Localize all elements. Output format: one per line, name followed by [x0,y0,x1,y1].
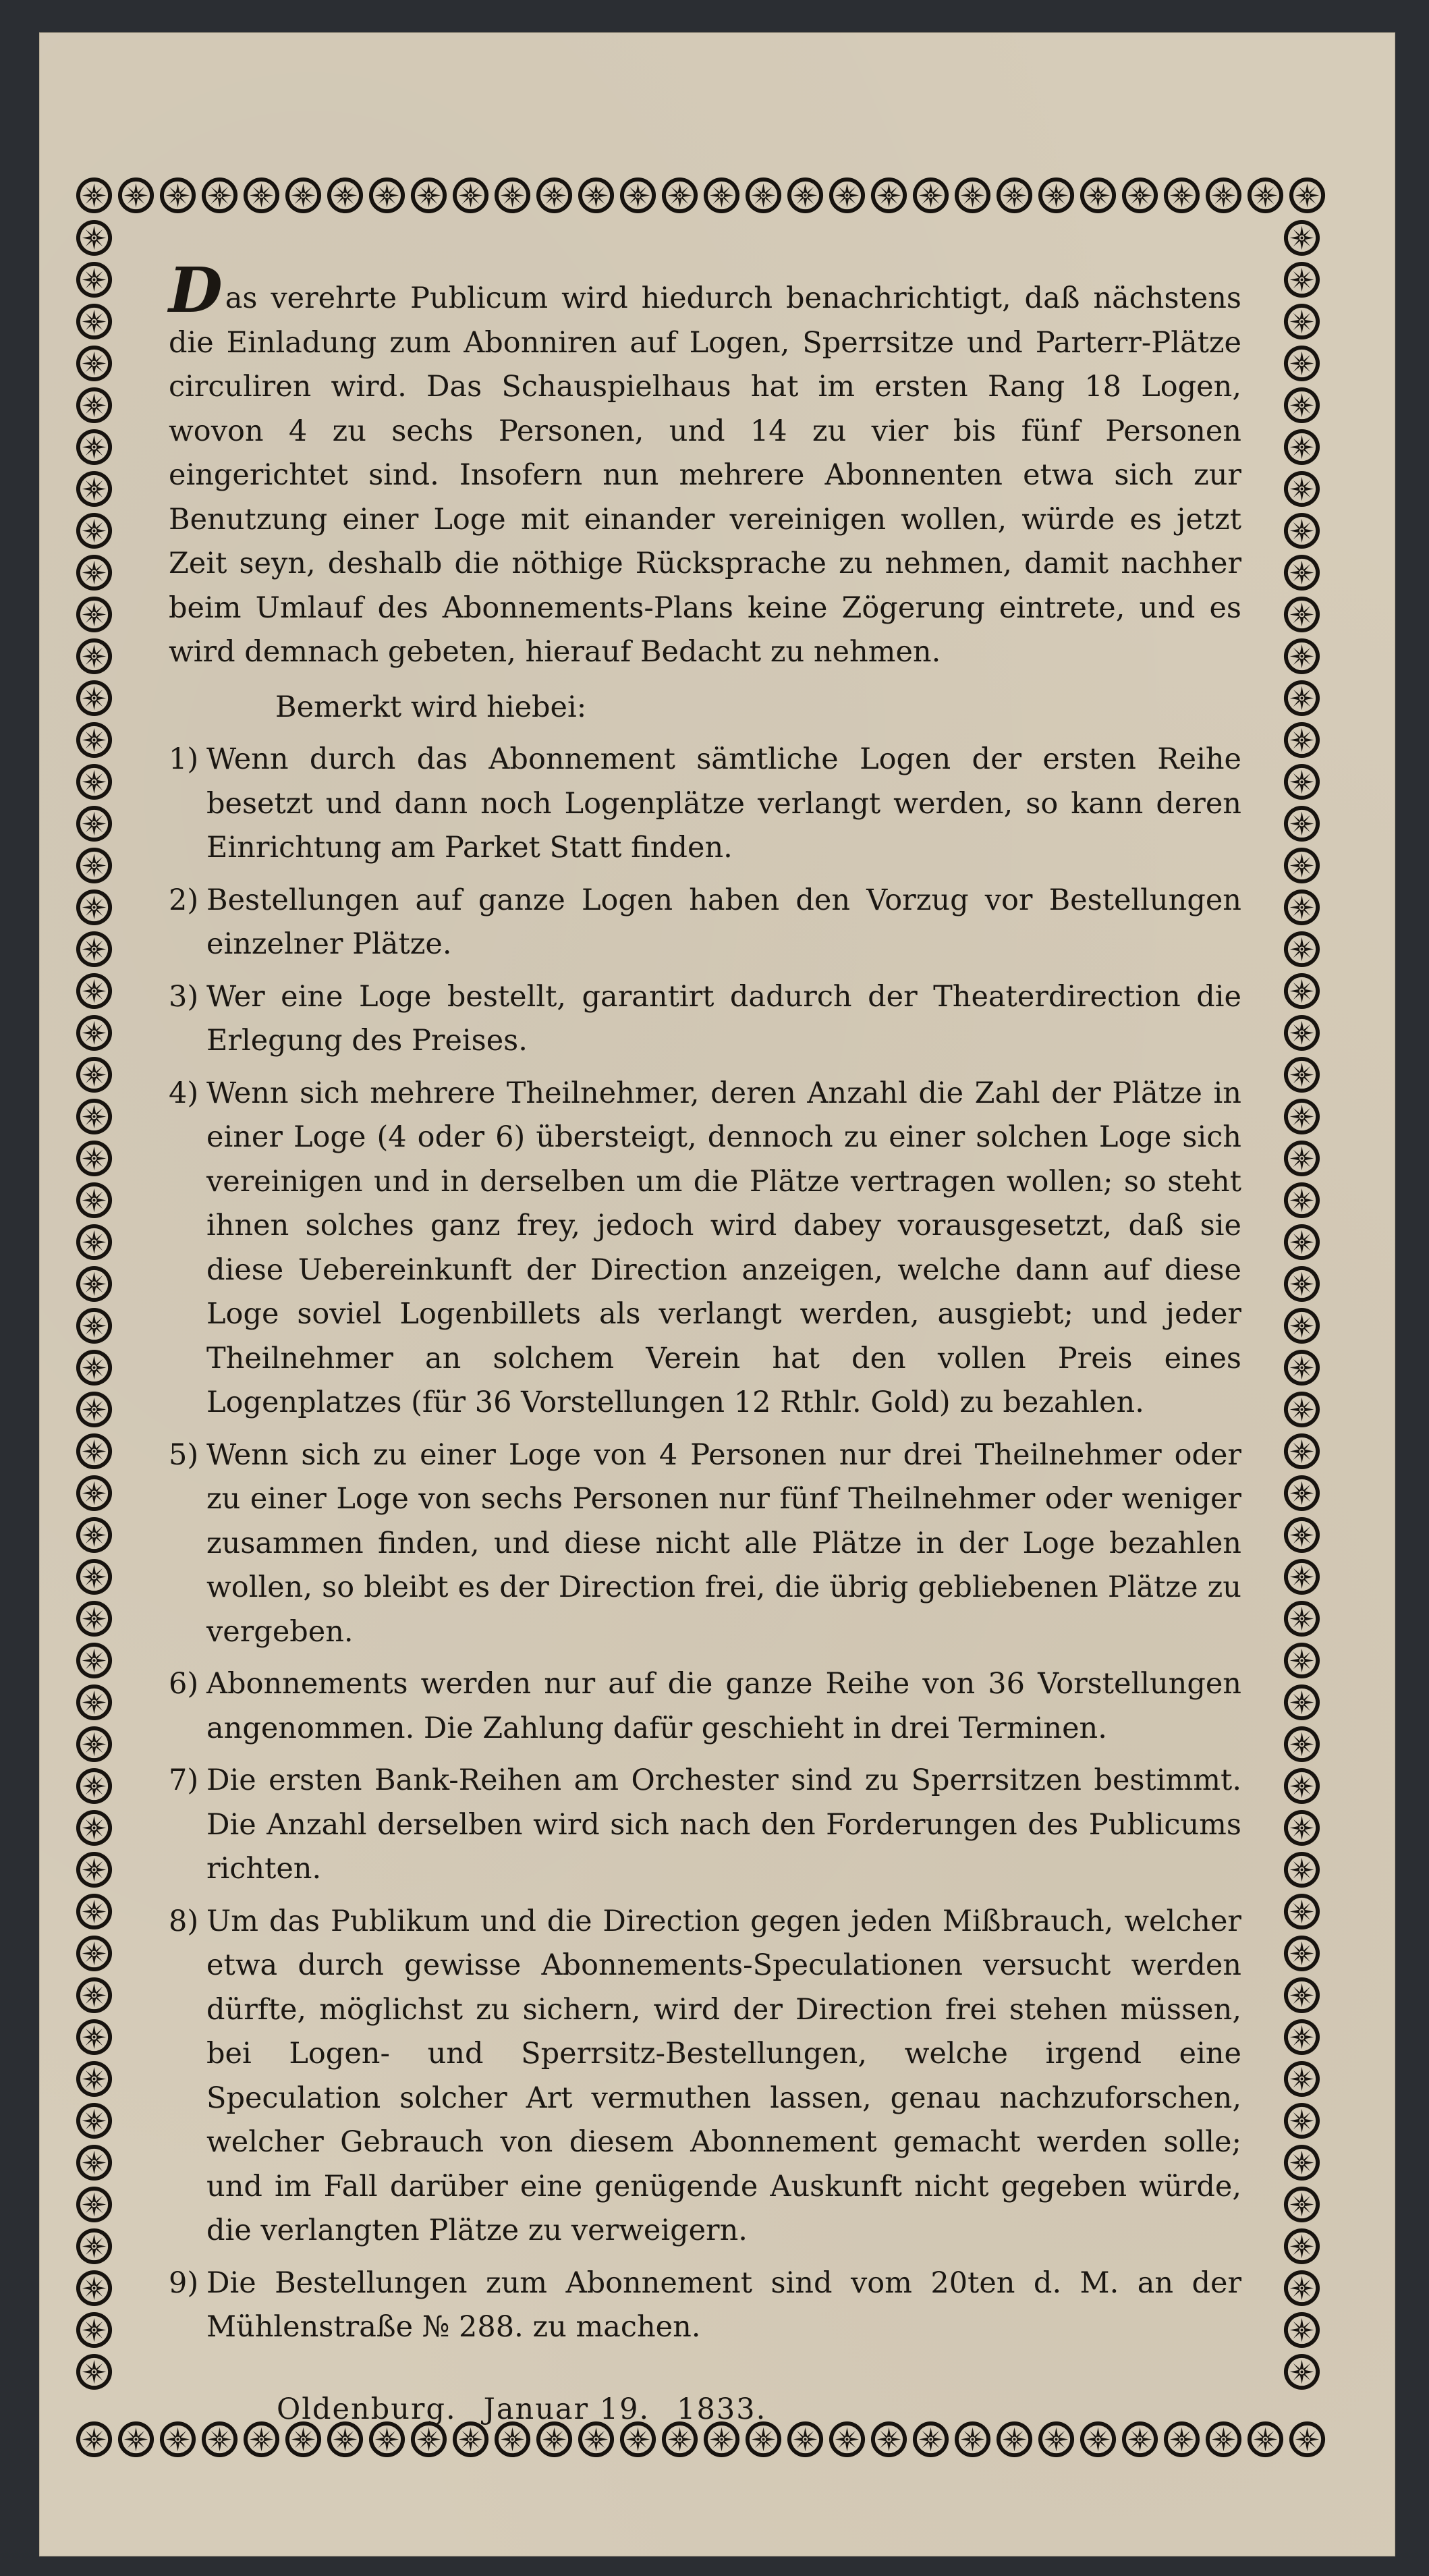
floral-rosette-icon [1120,175,1160,215]
floral-rosette-icon [1245,175,1285,215]
floral-rosette-icon [74,1180,114,1220]
floral-rosette-icon [1282,1306,1322,1346]
floral-rosette-icon [1282,2185,1322,2224]
item-number: 3) [169,979,199,1014]
floral-rosette-icon [1282,1934,1322,1973]
floral-rosette-icon [1282,1264,1322,1304]
floral-rosette-icon [74,1975,114,2015]
floral-rosette-icon [74,971,114,1011]
year: 1833. [677,2392,767,2426]
floral-rosette-icon [1287,175,1326,215]
item-text: Bestellungen auf ganze Logen haben den Vorzug vor Bestellungen einzelner Plätze. [206,883,1241,961]
floral-rosette-icon [785,175,825,215]
floral-rosette-icon [74,1850,114,1890]
floral-rosette-icon [74,469,114,509]
floral-rosette-icon [1282,427,1322,467]
floral-rosette-icon [618,175,658,215]
floral-rosette-icon [1204,175,1243,215]
item-text: Wenn durch das Abonnement sämtliche Logen der ersten Reihe besetzt und dann noch Logenplätze verlangt werden, so kann deren Einrichtung am Parket Statt finden. [206,742,1241,865]
floral-rosette-icon [1282,2226,1322,2266]
floral-rosette-icon [1078,175,1118,215]
floral-rosette-icon [1282,1055,1322,1095]
floral-rosette-icon [74,2226,114,2266]
floral-rosette-icon [1282,1599,1322,1639]
floral-rosette-icon [1282,2143,1322,2183]
list-item [169,1072,1241,1425]
floral-rosette-icon [1282,1766,1322,1806]
floral-rosette-icon [1282,2059,1322,2099]
list-item [169,1433,1241,1655]
floral-rosette-icon [1282,385,1322,425]
floral-rosette-icon [1282,1013,1322,1053]
floral-rosette-icon [1282,1097,1322,1136]
floral-rosette-icon [869,175,909,215]
floral-rosette-icon [74,636,114,676]
item-text: Wer eine Loge bestellt, garantirt dadurch der Theaterdirection die Erlegung des Preises. [206,979,1241,1058]
floral-rosette-icon [1245,2419,1285,2459]
floral-rosette-icon [74,1013,114,1053]
item-text: Wenn sich zu einer Loge von 4 Personen nur drei Theilnehmer oder zu einer Loge von sechs Personen nur fünf Theilnehmer oder weniger zusammen finden, und diese nicht alle Plätze in der Loge bezahlen wollen, so bleibt es der Direction frei, die übrig gebliebenen Plätze zu vergeben. [206,1437,1241,1649]
floral-rosette-icon [827,175,867,215]
remark-heading: Bemerkt wird hiebei: [275,690,587,724]
intro-text: as verehrte Publicum wird hiedurch benachrichtigt, daß nächstens die Einladung zum Abonniren auf Logen, Sperrsitze und Parterr-Plätze circuliren wird. Das Schauspielhaus hat im ersten Rang 18 Logen, wovon 4 zu sechs Personen, und 14 zu vier bis fünf Personen eingerichtet sind. Insofern nun mehrere Abonnenten etwa sich zur Benutzung einer Loge mit einander vereinigen wollen, würde es jetzt Zeit seyn, deshalb die nöthige Rücksprache zu nehmen, damit nachher beim Umlauf des Abonnements-Plans keine Zögerung eintrete, und es wird demnach gebeten, hierauf Bedacht zu nehmen. [169,281,1241,669]
floral-rosette-icon [74,2268,114,2308]
floral-rosette-icon [74,1641,114,1680]
floral-rosette-icon [911,175,951,215]
floral-rosette-icon [325,175,365,215]
floral-rosette-icon [74,553,114,593]
item-number: 6) [169,1667,199,1701]
right-ornament-border [1282,218,1324,2418]
floral-rosette-icon [74,2352,114,2392]
floral-rosette-icon [1282,678,1322,718]
floral-rosette-icon [1282,2310,1322,2350]
item-number: 7) [169,1763,199,1797]
floral-rosette-icon [74,1390,114,1429]
floral-rosette-icon [451,175,491,215]
item-number: 2) [169,883,199,917]
floral-rosette-icon [74,1348,114,1388]
floral-rosette-icon [1282,1348,1322,1388]
floral-rosette-icon [74,344,114,383]
floral-rosette-icon [74,385,114,425]
floral-rosette-icon [1282,1180,1322,1220]
floral-rosette-icon [74,302,114,341]
top-ornament-border [74,175,1326,217]
floral-rosette-icon [994,175,1034,215]
floral-rosette-icon [1282,302,1322,341]
floral-rosette-icon [74,1431,114,1471]
floral-rosette-icon [74,1097,114,1136]
floral-rosette-icon [74,762,114,802]
notice-body [169,254,1241,2432]
floral-rosette-icon [1287,2419,1326,2459]
floral-rosette-icon [74,846,114,885]
floral-rosette-icon [74,929,114,969]
floral-rosette-icon [702,175,741,215]
list-item [169,1662,1241,1751]
floral-rosette-icon [74,2419,114,2459]
list-item [169,738,1241,871]
floral-rosette-icon [74,1264,114,1304]
floral-rosette-icon [1282,2101,1322,2141]
floral-rosette-icon [1282,1724,1322,1764]
floral-rosette-icon [1282,1641,1322,1680]
floral-rosette-icon [74,2059,114,2099]
item-text: Die ersten Bank-Reihen am Orchester sind zu Sperrsitzen bestimmt. Die Anzahl derselben wird sich nach den Forderungen des Publicums richten. [206,1763,1241,1886]
floral-rosette-icon [1282,1682,1322,1722]
item-number: 5) [169,1437,199,1472]
floral-rosette-icon [74,804,114,844]
floral-rosette-icon [74,427,114,467]
floral-rosette-icon [74,1557,114,1597]
intro-paragraph [169,254,1241,675]
item-text: Wenn sich mehrere Theilnehmer, deren Anzahl die Zahl der Plätze in einer Loge (4 oder 6) übersteigt, dennoch zu einer solchen Loge sich vereinigen und in derselben um die Plätze vertragen wollen; so steht ihnen solches ganz frey, jedoch wird dabey vorausgesetzt, daß sie diese Uebereinkunft der Direction anzeigen, welche dann auf diese Loge soviel Logenbillets als verlangt werden, ausgiebt; und jeder Theilnehmer an solchem Verein hat den vollen Preis eines Logenplatzes (für 36 Vorstellungen 12 Rthlr. Gold) zu bezahlen. [206,1076,1241,1419]
floral-rosette-icon [1282,1892,1322,1931]
item-number: 1) [169,742,199,776]
floral-rosette-icon [116,175,156,215]
floral-rosette-icon [1282,2268,1322,2308]
floral-rosette-icon [74,2017,114,2057]
list-item [169,879,1241,967]
floral-rosette-icon [1282,929,1322,969]
floral-rosette-icon [1282,804,1322,844]
floral-rosette-icon [1282,1557,1322,1597]
floral-rosette-icon [1282,636,1322,676]
floral-rosette-icon [283,175,323,215]
floral-rosette-icon [74,1724,114,1764]
floral-rosette-icon [1282,846,1322,885]
floral-rosette-icon [74,887,114,927]
floral-rosette-icon [1282,1473,1322,1513]
floral-rosette-icon [74,2143,114,2183]
floral-rosette-icon [74,2185,114,2224]
floral-rosette-icon [1282,1850,1322,1890]
floral-rosette-icon [1282,595,1322,634]
floral-rosette-icon [74,1682,114,1722]
floral-rosette-icon [74,1766,114,1806]
floral-rosette-icon [744,175,783,215]
floral-rosette-icon [200,175,240,215]
floral-rosette-icon [74,218,114,258]
floral-rosette-icon [158,175,198,215]
floral-rosette-icon [1282,1390,1322,1429]
floral-rosette-icon [1282,720,1322,760]
list-item [169,975,1241,1064]
floral-rosette-icon [116,2419,156,2459]
item-text: Abonnements werden nur auf die ganze Reihe von 36 Vorstellungen angenommen. Die Zahlung dafür geschieht in drei Terminen. [206,1667,1241,1745]
floral-rosette-icon [409,175,449,215]
floral-rosette-icon [1282,2352,1322,2392]
floral-rosette-icon [1282,971,1322,1011]
item-text: Die Bestellungen zum Abonnement sind vom 20ten d. M. an der Mühlenstraße № 288. zu machen. [206,2266,1241,2344]
place: Oldenburg. [277,2392,457,2426]
left-ornament-border [74,218,116,2418]
floral-rosette-icon [74,260,114,300]
numbered-list [169,738,1241,2350]
floral-rosette-icon [493,175,532,215]
floral-rosette-icon [74,678,114,718]
floral-rosette-icon [74,175,114,215]
floral-rosette-icon [1282,1515,1322,1555]
floral-rosette-icon [242,175,281,215]
floral-rosette-icon [1282,762,1322,802]
item-number: 9) [169,2266,199,2300]
floral-rosette-icon [74,1599,114,1639]
floral-rosette-icon [1282,553,1322,593]
floral-rosette-icon [1282,218,1322,258]
floral-rosette-icon [1282,887,1322,927]
floral-rosette-icon [1282,511,1322,551]
date: Januar 19. [483,2392,650,2426]
floral-rosette-icon [74,2310,114,2350]
floral-rosette-icon [74,720,114,760]
floral-rosette-icon [74,1934,114,1973]
floral-rosette-icon [1282,1975,1322,2015]
floral-rosette-icon [74,511,114,551]
list-item [169,2262,1241,2350]
floral-rosette-icon [1036,175,1076,215]
floral-rosette-icon [660,175,700,215]
floral-rosette-icon [74,1473,114,1513]
floral-rosette-icon [74,1808,114,1848]
item-number: 8) [169,1904,199,1938]
floral-rosette-icon [74,1055,114,1095]
floral-rosette-icon [1282,1431,1322,1471]
floral-rosette-icon [74,1306,114,1346]
floral-rosette-icon [1282,344,1322,383]
floral-rosette-icon [1282,1139,1322,1178]
floral-rosette-icon [74,1515,114,1555]
floral-rosette-icon [74,2101,114,2141]
floral-rosette-icon [534,175,574,215]
item-text: Um das Publikum und die Direction gegen jeden Mißbrauch, welcher etwa durch gewisse Abonnements-Speculationen versucht werden dürfte, möglichst zu sichern, wird der Direction frei stehen müssen, bei Logen- und Sperrsitz-Bestellungen, welche irgend eine Speculation solcher Art vermuthen lassen, genau nachzuforschen, welcher Gebrauch von diesem Abonnement gemacht werden solle; und im Fall darüber eine genügende Auskunft nicht gegeben würde, die verlangten Plätze zu verweigern. [206,1904,1241,2247]
floral-rosette-icon [74,1139,114,1178]
floral-rosette-icon [1282,469,1322,509]
floral-rosette-icon [1282,2017,1322,2057]
floral-rosette-icon [367,175,407,215]
floral-rosette-icon [1282,260,1322,300]
item-number: 4) [169,1076,199,1110]
floral-rosette-icon [1282,1222,1322,1262]
floral-rosette-icon [1162,175,1202,215]
list-item [169,1759,1241,1892]
floral-rosette-icon [74,1892,114,1931]
drop-cap: D [169,254,223,327]
floral-rosette-icon [74,595,114,634]
floral-rosette-icon [74,1222,114,1262]
place-date-line [169,2388,1241,2432]
floral-rosette-icon [953,175,992,215]
floral-rosette-icon [1282,1808,1322,1848]
list-item [169,1900,1241,2253]
floral-rosette-icon [576,175,616,215]
